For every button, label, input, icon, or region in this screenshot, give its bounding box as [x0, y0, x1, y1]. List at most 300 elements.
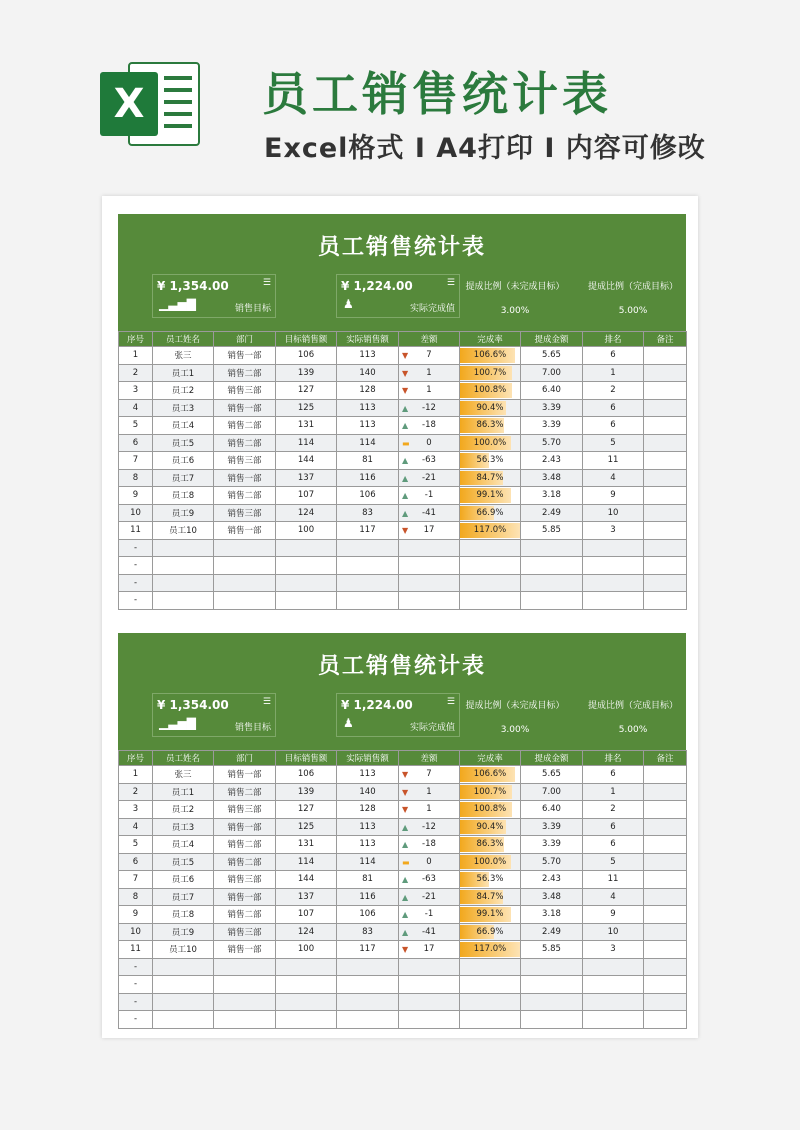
cell-commission[interactable]: 5.85 — [521, 941, 583, 959]
cell-commission[interactable]: 5.70 — [521, 853, 583, 871]
cell-actual[interactable]: 128 — [337, 801, 399, 819]
empty-cell[interactable]: - — [119, 1011, 153, 1029]
cell-actual[interactable]: 83 — [337, 504, 399, 522]
empty-cell[interactable] — [521, 958, 583, 976]
cell-note[interactable] — [644, 347, 687, 365]
cell-diff[interactable] — [399, 382, 460, 400]
empty-cell[interactable]: - — [119, 574, 153, 592]
cell-rate[interactable] — [460, 801, 521, 819]
cell-dept[interactable]: 销售一部 — [214, 347, 276, 365]
cell-rank[interactable]: 3 — [583, 522, 644, 540]
empty-cell[interactable] — [460, 1011, 521, 1029]
cell-diff[interactable] — [399, 923, 460, 941]
cell-rank[interactable]: 6 — [583, 836, 644, 854]
cell-dept[interactable]: 销售一部 — [214, 888, 276, 906]
cell-note[interactable] — [644, 452, 687, 470]
cell-note[interactable] — [644, 469, 687, 487]
cell-dept[interactable]: 销售三部 — [214, 801, 276, 819]
cell-rank[interactable]: 2 — [583, 382, 644, 400]
cell-name[interactable]: 员工2 — [153, 801, 214, 819]
cell-no[interactable]: 1 — [119, 766, 153, 784]
empty-cell[interactable]: - — [119, 993, 153, 1011]
cell-rate[interactable] — [460, 469, 521, 487]
cell-rate[interactable] — [460, 818, 521, 836]
cell-no[interactable]: 6 — [119, 434, 153, 452]
cell-name[interactable]: 员工6 — [153, 871, 214, 889]
empty-cell[interactable] — [399, 592, 460, 610]
cell-target[interactable]: 125 — [276, 399, 337, 417]
empty-cell[interactable] — [337, 976, 399, 994]
cell-commission[interactable]: 6.40 — [521, 801, 583, 819]
cell-diff[interactable] — [399, 452, 460, 470]
cell-rate[interactable] — [460, 766, 521, 784]
cell-name[interactable]: 员工3 — [153, 399, 214, 417]
cell-diff[interactable] — [399, 783, 460, 801]
cell-name[interactable]: 员工7 — [153, 469, 214, 487]
cell-commission[interactable]: 7.00 — [521, 364, 583, 382]
cell-rate[interactable] — [460, 853, 521, 871]
cell-name[interactable]: 员工10 — [153, 522, 214, 540]
cell-target[interactable]: 131 — [276, 836, 337, 854]
cell-dept[interactable]: 销售三部 — [214, 382, 276, 400]
cell-dept[interactable]: 销售一部 — [214, 818, 276, 836]
cell-diff[interactable] — [399, 871, 460, 889]
cell-note[interactable] — [644, 522, 687, 540]
cell-note[interactable] — [644, 783, 687, 801]
cell-rate[interactable] — [460, 923, 521, 941]
cell-no[interactable]: 3 — [119, 382, 153, 400]
cell-diff[interactable] — [399, 434, 460, 452]
empty-cell[interactable] — [276, 574, 337, 592]
empty-cell[interactable] — [521, 592, 583, 610]
cell-no[interactable]: 10 — [119, 923, 153, 941]
empty-cell[interactable] — [337, 592, 399, 610]
empty-cell[interactable] — [460, 993, 521, 1011]
cell-name[interactable]: 张三 — [153, 347, 214, 365]
empty-cell[interactable] — [583, 993, 644, 1011]
cell-rate[interactable] — [460, 364, 521, 382]
cell-dept[interactable]: 销售二部 — [214, 364, 276, 382]
empty-cell[interactable] — [399, 993, 460, 1011]
cell-actual[interactable]: 114 — [337, 853, 399, 871]
cell-rank[interactable]: 9 — [583, 487, 644, 505]
empty-cell[interactable] — [276, 539, 337, 557]
cell-diff[interactable] — [399, 347, 460, 365]
cell-note[interactable] — [644, 871, 687, 889]
cell-dept[interactable]: 销售一部 — [214, 766, 276, 784]
empty-cell[interactable] — [399, 574, 460, 592]
cell-target[interactable]: 137 — [276, 888, 337, 906]
cell-rank[interactable]: 4 — [583, 469, 644, 487]
cell-note[interactable] — [644, 434, 687, 452]
empty-cell[interactable] — [460, 976, 521, 994]
empty-cell[interactable] — [214, 557, 276, 575]
cell-dept[interactable]: 销售一部 — [214, 399, 276, 417]
cell-target[interactable]: 114 — [276, 853, 337, 871]
cell-rank[interactable]: 11 — [583, 871, 644, 889]
empty-cell[interactable] — [214, 574, 276, 592]
cell-name[interactable]: 张三 — [153, 766, 214, 784]
cell-name[interactable]: 员工10 — [153, 941, 214, 959]
cell-dept[interactable]: 销售三部 — [214, 452, 276, 470]
cell-diff[interactable] — [399, 888, 460, 906]
empty-cell[interactable] — [644, 539, 687, 557]
cell-no[interactable]: 2 — [119, 783, 153, 801]
cell-actual[interactable]: 128 — [337, 382, 399, 400]
cell-commission[interactable]: 3.18 — [521, 487, 583, 505]
cell-target[interactable]: 137 — [276, 469, 337, 487]
cell-rate[interactable] — [460, 941, 521, 959]
cell-no[interactable]: 3 — [119, 801, 153, 819]
cell-actual[interactable]: 117 — [337, 941, 399, 959]
cell-no[interactable]: 9 — [119, 487, 153, 505]
cell-rate[interactable] — [460, 783, 521, 801]
cell-commission[interactable]: 5.85 — [521, 522, 583, 540]
cell-dept[interactable]: 销售一部 — [214, 522, 276, 540]
cell-diff[interactable] — [399, 836, 460, 854]
cell-dept[interactable]: 销售三部 — [214, 504, 276, 522]
empty-cell[interactable] — [276, 958, 337, 976]
cell-diff[interactable] — [399, 766, 460, 784]
cell-rank[interactable]: 10 — [583, 504, 644, 522]
cell-diff[interactable] — [399, 906, 460, 924]
cell-commission[interactable]: 5.65 — [521, 347, 583, 365]
cell-dept[interactable]: 销售一部 — [214, 941, 276, 959]
empty-cell[interactable] — [583, 539, 644, 557]
cell-rank[interactable]: 5 — [583, 434, 644, 452]
empty-cell[interactable] — [276, 1011, 337, 1029]
cell-note[interactable] — [644, 504, 687, 522]
cell-note[interactable] — [644, 364, 687, 382]
cell-no[interactable]: 4 — [119, 399, 153, 417]
cell-rate[interactable] — [460, 487, 521, 505]
empty-cell[interactable] — [399, 557, 460, 575]
cell-commission[interactable]: 3.39 — [521, 836, 583, 854]
cell-no[interactable]: 5 — [119, 417, 153, 435]
cell-name[interactable]: 员工1 — [153, 364, 214, 382]
cell-target[interactable]: 107 — [276, 487, 337, 505]
cell-name[interactable]: 员工5 — [153, 434, 214, 452]
cell-commission[interactable]: 5.70 — [521, 434, 583, 452]
cell-rate[interactable] — [460, 888, 521, 906]
cell-actual[interactable]: 113 — [337, 347, 399, 365]
cell-no[interactable]: 11 — [119, 522, 153, 540]
cell-rate[interactable] — [460, 871, 521, 889]
cell-name[interactable]: 员工2 — [153, 382, 214, 400]
cell-name[interactable]: 员工6 — [153, 452, 214, 470]
cell-name[interactable]: 员工9 — [153, 923, 214, 941]
empty-cell[interactable]: - — [119, 539, 153, 557]
empty-cell[interactable] — [583, 958, 644, 976]
cell-target[interactable]: 100 — [276, 941, 337, 959]
cell-actual[interactable]: 116 — [337, 469, 399, 487]
cell-rank[interactable]: 10 — [583, 923, 644, 941]
cell-rank[interactable]: 5 — [583, 853, 644, 871]
empty-cell[interactable] — [521, 539, 583, 557]
cell-target[interactable]: 125 — [276, 818, 337, 836]
empty-cell[interactable] — [399, 1011, 460, 1029]
cell-rank[interactable]: 2 — [583, 801, 644, 819]
cell-rate[interactable] — [460, 504, 521, 522]
empty-cell[interactable] — [521, 1011, 583, 1029]
cell-rank[interactable]: 4 — [583, 888, 644, 906]
cell-target[interactable]: 124 — [276, 504, 337, 522]
cell-name[interactable]: 员工1 — [153, 783, 214, 801]
cell-note[interactable] — [644, 836, 687, 854]
cell-diff[interactable] — [399, 853, 460, 871]
cell-name[interactable]: 员工9 — [153, 504, 214, 522]
cell-rate[interactable] — [460, 347, 521, 365]
cell-diff[interactable] — [399, 801, 460, 819]
cell-actual[interactable]: 140 — [337, 783, 399, 801]
cell-actual[interactable]: 81 — [337, 452, 399, 470]
cell-rate[interactable] — [460, 452, 521, 470]
empty-cell[interactable] — [399, 976, 460, 994]
cell-no[interactable]: 4 — [119, 818, 153, 836]
cell-rank[interactable]: 6 — [583, 417, 644, 435]
cell-commission[interactable]: 3.39 — [521, 399, 583, 417]
cell-no[interactable]: 7 — [119, 452, 153, 470]
cell-rank[interactable]: 11 — [583, 452, 644, 470]
cell-actual[interactable]: 83 — [337, 923, 399, 941]
cell-diff[interactable] — [399, 818, 460, 836]
empty-cell[interactable] — [153, 958, 214, 976]
cell-rank[interactable]: 6 — [583, 766, 644, 784]
empty-cell[interactable] — [583, 557, 644, 575]
empty-cell[interactable] — [644, 1011, 687, 1029]
cell-no[interactable]: 8 — [119, 888, 153, 906]
cell-note[interactable] — [644, 818, 687, 836]
cell-dept[interactable]: 销售三部 — [214, 871, 276, 889]
cell-note[interactable] — [644, 487, 687, 505]
empty-cell[interactable] — [153, 592, 214, 610]
empty-cell[interactable] — [153, 574, 214, 592]
cell-commission[interactable]: 3.48 — [521, 469, 583, 487]
cell-name[interactable]: 员工4 — [153, 417, 214, 435]
cell-dept[interactable]: 销售二部 — [214, 906, 276, 924]
cell-actual[interactable]: 113 — [337, 417, 399, 435]
empty-cell[interactable] — [337, 557, 399, 575]
cell-commission[interactable]: 7.00 — [521, 783, 583, 801]
cell-rate[interactable] — [460, 522, 521, 540]
empty-cell[interactable] — [644, 557, 687, 575]
cell-actual[interactable]: 106 — [337, 487, 399, 505]
cell-name[interactable]: 员工7 — [153, 888, 214, 906]
cell-rate[interactable] — [460, 417, 521, 435]
empty-cell[interactable] — [399, 958, 460, 976]
cell-note[interactable] — [644, 941, 687, 959]
empty-cell[interactable] — [399, 539, 460, 557]
cell-diff[interactable] — [399, 399, 460, 417]
empty-cell[interactable] — [521, 976, 583, 994]
cell-commission[interactable]: 2.43 — [521, 871, 583, 889]
empty-cell[interactable] — [214, 958, 276, 976]
cell-no[interactable]: 8 — [119, 469, 153, 487]
cell-no[interactable]: 2 — [119, 364, 153, 382]
cell-actual[interactable]: 113 — [337, 766, 399, 784]
empty-cell[interactable] — [214, 976, 276, 994]
cell-target[interactable]: 100 — [276, 522, 337, 540]
cell-target[interactable]: 127 — [276, 801, 337, 819]
cell-dept[interactable]: 销售三部 — [214, 923, 276, 941]
empty-cell[interactable] — [276, 993, 337, 1011]
empty-cell[interactable] — [460, 557, 521, 575]
cell-note[interactable] — [644, 399, 687, 417]
cell-actual[interactable]: 114 — [337, 434, 399, 452]
cell-note[interactable] — [644, 853, 687, 871]
cell-commission[interactable]: 3.18 — [521, 906, 583, 924]
cell-note[interactable] — [644, 766, 687, 784]
empty-cell[interactable] — [583, 592, 644, 610]
cell-note[interactable] — [644, 417, 687, 435]
cell-rate[interactable] — [460, 906, 521, 924]
empty-cell[interactable] — [214, 993, 276, 1011]
empty-cell[interactable] — [644, 976, 687, 994]
cell-commission[interactable]: 2.49 — [521, 923, 583, 941]
cell-commission[interactable]: 5.65 — [521, 766, 583, 784]
cell-diff[interactable] — [399, 504, 460, 522]
empty-cell[interactable] — [644, 958, 687, 976]
cell-target[interactable]: 124 — [276, 923, 337, 941]
cell-actual[interactable]: 140 — [337, 364, 399, 382]
cell-target[interactable]: 107 — [276, 906, 337, 924]
cell-no[interactable]: 7 — [119, 871, 153, 889]
empty-cell[interactable]: - — [119, 976, 153, 994]
cell-no[interactable]: 1 — [119, 347, 153, 365]
empty-cell[interactable]: - — [119, 958, 153, 976]
cell-rate[interactable] — [460, 434, 521, 452]
empty-cell[interactable] — [521, 574, 583, 592]
empty-cell[interactable]: - — [119, 557, 153, 575]
empty-cell[interactable] — [460, 958, 521, 976]
cell-rate[interactable] — [460, 836, 521, 854]
cell-dept[interactable]: 销售二部 — [214, 417, 276, 435]
cell-dept[interactable]: 销售二部 — [214, 487, 276, 505]
cell-rank[interactable]: 1 — [583, 364, 644, 382]
cell-commission[interactable]: 3.39 — [521, 818, 583, 836]
cell-actual[interactable]: 113 — [337, 836, 399, 854]
cell-no[interactable]: 10 — [119, 504, 153, 522]
cell-no[interactable]: 9 — [119, 906, 153, 924]
cell-actual[interactable]: 117 — [337, 522, 399, 540]
cell-commission[interactable]: 2.43 — [521, 452, 583, 470]
cell-diff[interactable] — [399, 364, 460, 382]
cell-no[interactable]: 11 — [119, 941, 153, 959]
empty-cell[interactable] — [337, 1011, 399, 1029]
empty-cell[interactable] — [337, 993, 399, 1011]
cell-no[interactable]: 6 — [119, 853, 153, 871]
cell-rank[interactable]: 1 — [583, 783, 644, 801]
cell-name[interactable]: 员工8 — [153, 906, 214, 924]
cell-commission[interactable]: 6.40 — [521, 382, 583, 400]
cell-diff[interactable] — [399, 522, 460, 540]
cell-target[interactable]: 144 — [276, 871, 337, 889]
cell-no[interactable]: 5 — [119, 836, 153, 854]
cell-dept[interactable]: 销售二部 — [214, 836, 276, 854]
cell-diff[interactable] — [399, 469, 460, 487]
cell-name[interactable]: 员工8 — [153, 487, 214, 505]
empty-cell[interactable] — [644, 574, 687, 592]
cell-diff[interactable] — [399, 941, 460, 959]
cell-note[interactable] — [644, 906, 687, 924]
cell-name[interactable]: 员工4 — [153, 836, 214, 854]
cell-diff[interactable] — [399, 487, 460, 505]
cell-rank[interactable]: 6 — [583, 347, 644, 365]
cell-rank[interactable]: 3 — [583, 941, 644, 959]
empty-cell[interactable] — [214, 1011, 276, 1029]
cell-target[interactable]: 144 — [276, 452, 337, 470]
cell-dept[interactable]: 销售二部 — [214, 853, 276, 871]
empty-cell[interactable] — [460, 539, 521, 557]
cell-rank[interactable]: 6 — [583, 818, 644, 836]
cell-actual[interactable]: 116 — [337, 888, 399, 906]
empty-cell[interactable]: - — [119, 592, 153, 610]
cell-actual[interactable]: 106 — [337, 906, 399, 924]
cell-actual[interactable]: 113 — [337, 818, 399, 836]
cell-rank[interactable]: 9 — [583, 906, 644, 924]
cell-target[interactable]: 106 — [276, 766, 337, 784]
empty-cell[interactable] — [583, 574, 644, 592]
cell-target[interactable]: 127 — [276, 382, 337, 400]
empty-cell[interactable] — [153, 1011, 214, 1029]
empty-cell[interactable] — [521, 993, 583, 1011]
cell-note[interactable] — [644, 801, 687, 819]
cell-dept[interactable]: 销售二部 — [214, 783, 276, 801]
empty-cell[interactable] — [460, 574, 521, 592]
cell-target[interactable]: 106 — [276, 347, 337, 365]
cell-name[interactable]: 员工5 — [153, 853, 214, 871]
empty-cell[interactable] — [153, 976, 214, 994]
cell-rate[interactable] — [460, 382, 521, 400]
cell-dept[interactable]: 销售一部 — [214, 469, 276, 487]
empty-cell[interactable] — [337, 958, 399, 976]
cell-note[interactable] — [644, 888, 687, 906]
cell-target[interactable]: 139 — [276, 783, 337, 801]
empty-cell[interactable] — [276, 976, 337, 994]
empty-cell[interactable] — [276, 557, 337, 575]
empty-cell[interactable] — [153, 539, 214, 557]
empty-cell[interactable] — [276, 592, 337, 610]
cell-target[interactable]: 114 — [276, 434, 337, 452]
empty-cell[interactable] — [153, 993, 214, 1011]
empty-cell[interactable] — [214, 539, 276, 557]
cell-rank[interactable]: 6 — [583, 399, 644, 417]
cell-actual[interactable]: 81 — [337, 871, 399, 889]
cell-diff[interactable] — [399, 417, 460, 435]
empty-cell[interactable] — [337, 539, 399, 557]
empty-cell[interactable] — [583, 976, 644, 994]
cell-dept[interactable]: 销售二部 — [214, 434, 276, 452]
empty-cell[interactable] — [153, 557, 214, 575]
empty-cell[interactable] — [644, 592, 687, 610]
empty-cell[interactable] — [583, 1011, 644, 1029]
cell-commission[interactable]: 3.39 — [521, 417, 583, 435]
cell-actual[interactable]: 113 — [337, 399, 399, 417]
empty-cell[interactable] — [521, 557, 583, 575]
cell-target[interactable]: 131 — [276, 417, 337, 435]
cell-note[interactable] — [644, 382, 687, 400]
empty-cell[interactable] — [337, 574, 399, 592]
cell-rate[interactable] — [460, 399, 521, 417]
empty-cell[interactable] — [214, 592, 276, 610]
cell-target[interactable]: 139 — [276, 364, 337, 382]
empty-cell[interactable] — [460, 592, 521, 610]
cell-note[interactable] — [644, 923, 687, 941]
cell-name[interactable]: 员工3 — [153, 818, 214, 836]
cell-commission[interactable]: 2.49 — [521, 504, 583, 522]
empty-cell[interactable] — [644, 993, 687, 1011]
cell-commission[interactable]: 3.48 — [521, 888, 583, 906]
